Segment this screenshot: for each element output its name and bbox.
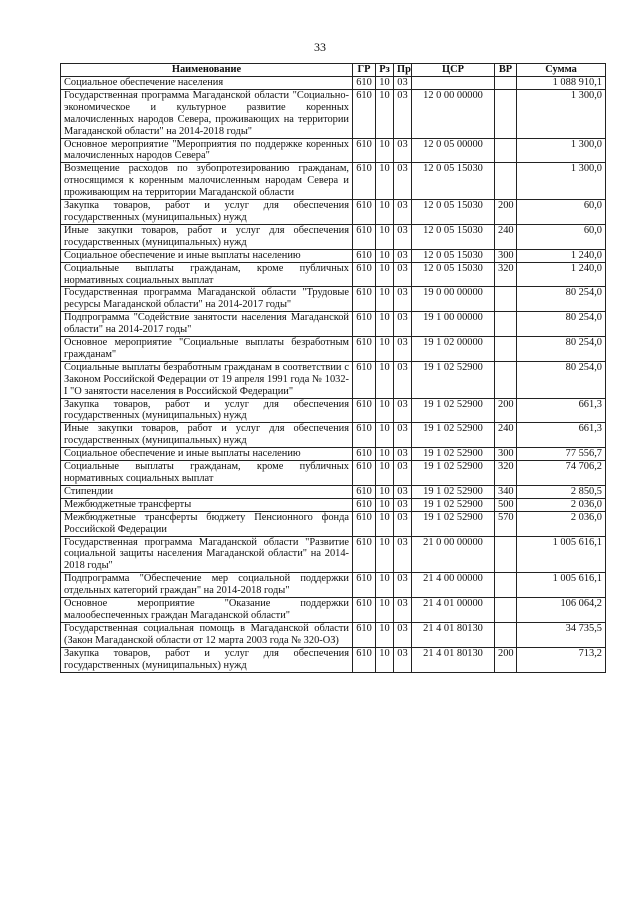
- table-row: [61, 89, 606, 138]
- cell-csr: 21 4 01 80130: [412, 622, 495, 647]
- cell-sum: 661,3: [517, 398, 606, 423]
- cell-sum: 2 850,5: [517, 485, 606, 498]
- cell-rz: 10: [376, 138, 394, 163]
- cell-gr: 610: [353, 647, 376, 672]
- cell-csr: 19 1 02 52900: [412, 498, 495, 511]
- cell-vr: 200: [495, 398, 517, 423]
- cell-name: Государственная программа Магаданской области "Развитие социальной защиты населения Магаданской области" на 2014-2018 годы": [61, 536, 353, 573]
- cell-vr: [495, 287, 517, 312]
- cell-rz: 10: [376, 312, 394, 337]
- table-row: [61, 200, 606, 225]
- cell-pr: 03: [394, 163, 412, 200]
- cell-name: Иные закупки товаров, работ и услуг для обеспечения государственных (муниципальных) нужд: [61, 423, 353, 448]
- cell-name: Возмещение расходов по зубопротезированию гражданам, относящимся к коренным малочисленным народам Севера и проживающим на территории Магаданской области: [61, 163, 353, 200]
- cell-sum: 80 254,0: [517, 337, 606, 362]
- cell-csr: 12 0 00 00000: [412, 89, 495, 138]
- cell-csr: 19 1 02 52900: [412, 423, 495, 448]
- cell-gr: 610: [353, 138, 376, 163]
- table-row: [61, 398, 606, 423]
- table-row: [61, 249, 606, 262]
- cell-pr: 03: [394, 511, 412, 536]
- cell-name: Основное мероприятие "Оказание поддержки малообеспеченных граждан Магаданской области": [61, 598, 353, 623]
- cell-rz: 10: [376, 224, 394, 249]
- cell-pr: 03: [394, 249, 412, 262]
- cell-csr: 12 0 05 15030: [412, 262, 495, 287]
- table-row: [61, 511, 606, 536]
- cell-vr: [495, 89, 517, 138]
- header-name: Наименование: [61, 64, 353, 77]
- cell-rz: 10: [376, 337, 394, 362]
- cell-csr: 19 1 02 52900: [412, 485, 495, 498]
- cell-name: Социальные выплаты гражданам, кроме публичных нормативных социальных выплат: [61, 461, 353, 486]
- cell-vr: 340: [495, 485, 517, 498]
- cell-gr: 610: [353, 498, 376, 511]
- cell-csr: 12 0 05 15030: [412, 163, 495, 200]
- cell-rz: 10: [376, 536, 394, 573]
- cell-csr: 19 1 02 00000: [412, 337, 495, 362]
- cell-pr: 03: [394, 573, 412, 598]
- table-row: [61, 448, 606, 461]
- cell-name: Основное мероприятие "Мероприятия по поддержке коренных малочисленных народов Севера": [61, 138, 353, 163]
- table-row: [61, 138, 606, 163]
- cell-rz: 10: [376, 262, 394, 287]
- header-sum: Сумма: [517, 64, 606, 77]
- cell-sum: 1 240,0: [517, 249, 606, 262]
- cell-pr: 03: [394, 262, 412, 287]
- cell-csr: 12 0 05 15030: [412, 249, 495, 262]
- cell-vr: [495, 622, 517, 647]
- cell-vr: [495, 361, 517, 398]
- cell-name: Социальное обеспечение и иные выплаты населению: [61, 249, 353, 262]
- cell-gr: 610: [353, 262, 376, 287]
- table-row: [61, 598, 606, 623]
- cell-rz: 10: [376, 89, 394, 138]
- cell-gr: 610: [353, 536, 376, 573]
- cell-csr: 19 0 00 00000: [412, 287, 495, 312]
- cell-vr: 200: [495, 647, 517, 672]
- cell-gr: 610: [353, 287, 376, 312]
- cell-vr: 300: [495, 249, 517, 262]
- cell-gr: 610: [353, 163, 376, 200]
- table-row: [61, 337, 606, 362]
- table-row: [61, 485, 606, 498]
- cell-vr: 200: [495, 200, 517, 225]
- cell-sum: 74 706,2: [517, 461, 606, 486]
- cell-gr: 610: [353, 361, 376, 398]
- cell-sum: 1 088 910,1: [517, 77, 606, 90]
- cell-vr: [495, 312, 517, 337]
- table-row: [61, 262, 606, 287]
- cell-sum: 60,0: [517, 200, 606, 225]
- cell-rz: 10: [376, 448, 394, 461]
- cell-sum: 106 064,2: [517, 598, 606, 623]
- cell-name: Государственная программа Магаданской области "Социально-экономическое и культурное развитие коренных малочисленных народов Севера, проживающих на территории Магаданской области" на 2014-2018 годы": [61, 89, 353, 138]
- table-row: [61, 224, 606, 249]
- cell-name: Подпрограмма "Содействие занятости населения Магаданской области" на 2014-2017 годы": [61, 312, 353, 337]
- cell-vr: [495, 573, 517, 598]
- cell-name: Межбюджетные трансферты: [61, 498, 353, 511]
- table-row: [61, 163, 606, 200]
- cell-sum: 1 300,0: [517, 138, 606, 163]
- cell-pr: 03: [394, 361, 412, 398]
- cell-vr: 570: [495, 511, 517, 536]
- cell-sum: 60,0: [517, 224, 606, 249]
- cell-name: Основное мероприятие "Социальные выплаты безработным гражданам": [61, 337, 353, 362]
- cell-sum: 713,2: [517, 647, 606, 672]
- cell-name: Социальное обеспечение населения: [61, 77, 353, 90]
- cell-csr: 21 4 01 00000: [412, 598, 495, 623]
- header-gr: ГР: [353, 64, 376, 77]
- cell-sum: 80 254,0: [517, 287, 606, 312]
- cell-gr: 610: [353, 573, 376, 598]
- cell-vr: 240: [495, 423, 517, 448]
- cell-gr: 610: [353, 200, 376, 225]
- table-row: [61, 423, 606, 448]
- cell-pr: 03: [394, 398, 412, 423]
- cell-sum: 661,3: [517, 423, 606, 448]
- cell-csr: 12 0 05 15030: [412, 224, 495, 249]
- cell-csr: 21 4 00 00000: [412, 573, 495, 598]
- cell-csr: 19 1 02 52900: [412, 361, 495, 398]
- cell-gr: 610: [353, 423, 376, 448]
- cell-sum: 1 005 616,1: [517, 536, 606, 573]
- cell-name: Социальное обеспечение и иные выплаты населению: [61, 448, 353, 461]
- cell-name: Социальные выплаты безработным гражданам в соответствии с Законом Российской Федерации от 19 апреля 1991 года № 1032-I "О занятости населения в Российской Федерации": [61, 361, 353, 398]
- cell-gr: 610: [353, 224, 376, 249]
- cell-name: Социальные выплаты гражданам, кроме публичных нормативных социальных выплат: [61, 262, 353, 287]
- cell-vr: [495, 163, 517, 200]
- cell-sum: 2 036,0: [517, 498, 606, 511]
- cell-pr: 03: [394, 224, 412, 249]
- cell-csr: 21 0 00 00000: [412, 536, 495, 573]
- cell-vr: 240: [495, 224, 517, 249]
- cell-csr: 19 1 02 52900: [412, 461, 495, 486]
- cell-sum: 1 300,0: [517, 163, 606, 200]
- cell-gr: 610: [353, 249, 376, 262]
- table-row: [61, 287, 606, 312]
- cell-pr: 03: [394, 485, 412, 498]
- cell-sum: 1 300,0: [517, 89, 606, 138]
- cell-rz: 10: [376, 423, 394, 448]
- cell-sum: 1 005 616,1: [517, 573, 606, 598]
- cell-vr: [495, 598, 517, 623]
- table-row: [61, 622, 606, 647]
- cell-rz: 10: [376, 163, 394, 200]
- cell-rz: 10: [376, 598, 394, 623]
- cell-gr: 610: [353, 448, 376, 461]
- cell-vr: [495, 337, 517, 362]
- cell-gr: 610: [353, 598, 376, 623]
- cell-csr: 19 1 02 52900: [412, 511, 495, 536]
- cell-pr: 03: [394, 536, 412, 573]
- cell-pr: 03: [394, 598, 412, 623]
- cell-pr: 03: [394, 498, 412, 511]
- cell-csr: 19 1 00 00000: [412, 312, 495, 337]
- cell-pr: 03: [394, 337, 412, 362]
- cell-gr: 610: [353, 461, 376, 486]
- cell-rz: 10: [376, 622, 394, 647]
- cell-rz: 10: [376, 498, 394, 511]
- cell-pr: 03: [394, 287, 412, 312]
- cell-gr: 610: [353, 511, 376, 536]
- cell-name: Иные закупки товаров, работ и услуг для обеспечения государственных (муниципальных) нужд: [61, 224, 353, 249]
- cell-pr: 03: [394, 138, 412, 163]
- cell-pr: 03: [394, 423, 412, 448]
- cell-name: Закупка товаров, работ и услуг для обеспечения государственных (муниципальных) нужд: [61, 398, 353, 423]
- cell-name: Стипендии: [61, 485, 353, 498]
- cell-pr: 03: [394, 200, 412, 225]
- cell-rz: 10: [376, 361, 394, 398]
- cell-gr: 610: [353, 312, 376, 337]
- cell-rz: 10: [376, 511, 394, 536]
- cell-sum: 1 240,0: [517, 262, 606, 287]
- table-row: [61, 77, 606, 90]
- cell-rz: 10: [376, 485, 394, 498]
- cell-rz: 10: [376, 200, 394, 225]
- cell-gr: 610: [353, 622, 376, 647]
- cell-csr: 12 0 05 15030: [412, 200, 495, 225]
- table-row: [61, 536, 606, 573]
- cell-gr: 610: [353, 485, 376, 498]
- cell-pr: 03: [394, 312, 412, 337]
- cell-vr: 500: [495, 498, 517, 511]
- page-number: 33: [314, 40, 326, 54]
- cell-vr: 320: [495, 262, 517, 287]
- cell-rz: 10: [376, 461, 394, 486]
- cell-name: Подпрограмма "Обеспечение мер социальной поддержки отдельных категорий граждан" на 2014-2018 годы": [61, 573, 353, 598]
- cell-vr: [495, 536, 517, 573]
- cell-sum: 80 254,0: [517, 312, 606, 337]
- cell-rz: 10: [376, 573, 394, 598]
- header-csr: ЦСР: [412, 64, 495, 77]
- cell-pr: 03: [394, 622, 412, 647]
- table-body: [61, 77, 606, 673]
- cell-rz: 10: [376, 287, 394, 312]
- header-vr: ВР: [495, 64, 517, 77]
- cell-name: Межбюджетные трансферты бюджету Пенсионного фонда Российской Федерации: [61, 511, 353, 536]
- table-row: [61, 647, 606, 672]
- cell-sum: 34 735,5: [517, 622, 606, 647]
- header-pr: Пр: [394, 64, 412, 77]
- cell-csr: 21 4 01 80130: [412, 647, 495, 672]
- cell-sum: 2 036,0: [517, 511, 606, 536]
- cell-pr: 03: [394, 647, 412, 672]
- cell-vr: 320: [495, 461, 517, 486]
- cell-gr: 610: [353, 77, 376, 90]
- header-rz: Рз: [376, 64, 394, 77]
- cell-name: Закупка товаров, работ и услуг для обеспечения государственных (муниципальных) нужд: [61, 647, 353, 672]
- table-row: [61, 498, 606, 511]
- cell-rz: 10: [376, 77, 394, 90]
- table-row: [61, 573, 606, 598]
- cell-gr: 610: [353, 398, 376, 423]
- table-row: [61, 361, 606, 398]
- cell-vr: 300: [495, 448, 517, 461]
- cell-name: Государственная социальная помощь в Магаданской области (Закон Магаданской области от 12 марта 2003 года № 320-ОЗ): [61, 622, 353, 647]
- cell-rz: 10: [376, 249, 394, 262]
- budget-table: [60, 63, 606, 673]
- cell-csr: 19 1 02 52900: [412, 398, 495, 423]
- cell-sum: 80 254,0: [517, 361, 606, 398]
- cell-pr: 03: [394, 448, 412, 461]
- cell-vr: [495, 138, 517, 163]
- cell-rz: 10: [376, 647, 394, 672]
- cell-name: Закупка товаров, работ и услуг для обеспечения государственных (муниципальных) нужд: [61, 200, 353, 225]
- cell-pr: 03: [394, 89, 412, 138]
- cell-pr: 03: [394, 461, 412, 486]
- cell-gr: 610: [353, 337, 376, 362]
- table-row: [61, 312, 606, 337]
- cell-sum: 77 556,7: [517, 448, 606, 461]
- cell-vr: [495, 77, 517, 90]
- cell-pr: 03: [394, 77, 412, 90]
- cell-gr: 610: [353, 89, 376, 138]
- cell-name: Государственная программа Магаданской области "Трудовые ресурсы Магаданской области" на 2014-2017 годы": [61, 287, 353, 312]
- cell-rz: 10: [376, 398, 394, 423]
- table-row: [61, 461, 606, 486]
- cell-csr: 19 1 02 52900: [412, 448, 495, 461]
- cell-csr: [412, 77, 495, 90]
- cell-csr: 12 0 05 00000: [412, 138, 495, 163]
- table-header-row: [61, 64, 606, 77]
